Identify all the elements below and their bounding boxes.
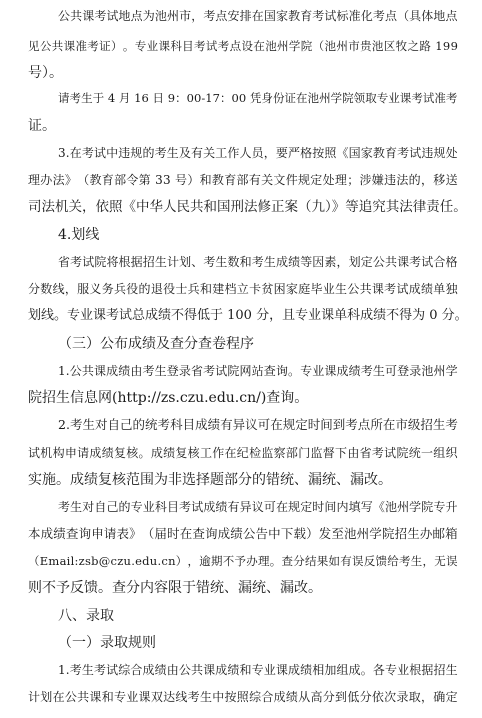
text-line: 实施。成绩复核范围为非选择题部分的错统、漏统、漏改。: [28, 472, 392, 488]
text-line: 请 考 生 于 4 月 1 6 日 9 ： 0 0 - 1 7 ： 0 0 凭 身 份 证 在 池 州 学 院 领 取 专 业 课 考 试 准 考: [58, 91, 458, 105]
text-line: 本 成 绩 查 询 申 请 表 》 （ 届 时 在 查 询 成 绩 公 告 中 下 载 ） 发 至 池 州 学 院 招 生 办 邮 箱: [28, 526, 458, 541]
text-line: 考 生 对 自 己 的 专 业 科 目 考 试 成 绩 有 异 议 可 在 规 定 时 间 内 填 写 《 池 州 学 院 专 升: [58, 500, 458, 514]
text-line: 3 . 在 考 试 中 违 规 的 考 生 及 有 关 工 作 人 员 ， 要 严 格 按 照 《 国 家 教 育 考 试 违 规 处: [58, 146, 458, 160]
section-heading: 八、录取: [58, 608, 114, 624]
text-line: （ E m a i l : z s b @ c z u . e d u . c n ） ， 逾 期 不 予 办 理 。 查 分 结 果 如 有 误 反 馈 给 考 生 ， 无 误: [28, 554, 458, 568]
text-line: 试 机 构 申 请 成 绩 复 核 。 成 绩 复 核 工 作 在 纪 检 监 察 部 门 监 督 下 由 省 考 试 院 统 一 组 织: [28, 446, 458, 460]
section-heading: （一）录取规则: [58, 635, 156, 651]
text-line: 公 共 课 考 试 地 点 为 池 州 市 ， 考 点 安 排 在 国 家 教 育 考 试 标 准 化 考 点 （ 具 体 地 点: [58, 9, 458, 23]
text-line: 司法机关，依照《中华人民共和国刑法修正案（九）》等追究其法律责任。: [28, 199, 467, 215]
text-line: 见 公 共 课 准 考 证 ） 。 专 业 课 科 目 考 试 考 点 设 在 池 州 学 院 （ 池 州 市 贵 池 区 牧 之 路 1 9 9: [28, 39, 458, 53]
text-line: 号）。: [28, 65, 63, 81]
text-line: 划线。专业课考试总成绩不得低于 100 分，且专业课单科成绩不得为 0 分。: [28, 308, 468, 323]
text-line: 省 考 试 院 将 根 据 招 生 计 划 、 考 生 数 和 考 生 成 绩 等 因 素 ， 划 定 公 共 课 考 试 合 格: [58, 255, 458, 269]
text-line: 证。: [28, 118, 56, 134]
text-line: 理 办 法 》 （ 教 育 部 令 第 3 3 号 ） 和 教 育 部 有 关 文 件 规 定 处 理 ； 涉 嫌 违 法 的 ， 移 送: [28, 173, 458, 187]
text-line: 计 划 在 公 共 课 和 专 业 课 双 达 线 考 生 中 按 照 综 合 成 绩 从 高 分 到 低 分 依 次 录 取 ， 确 定: [28, 690, 458, 704]
text-line: 院招生信息网(http://zs.czu.edu.cn/)查询。: [28, 390, 309, 406]
text-line: 1 . 考 生 考 试 综 合 成 绩 由 公 共 课 成 绩 和 专 业 课 成 绩 相 加 组 成 。 各 专 业 根 据 招 生: [58, 663, 458, 677]
section-heading: （三）公布成绩及查分查卷程序: [58, 336, 254, 352]
text-line: 则不予反馈。查分内容限于错统、漏统、漏改。: [28, 580, 322, 596]
section-heading: 4.划线: [58, 227, 100, 243]
text-line: 1 . 公 共 课 成 绩 由 考 生 登 录 省 考 试 院 网 站 查 询 。 专 业 课 成 绩 考 生 可 登 录 池 州 学: [58, 364, 458, 378]
text-line: 分 数 线 ， 服 义 务 兵 役 的 退 役 士 兵 和 建 档 立 卡 贫 困 家 庭 毕 业 生 公 共 课 考 试 成 绩 单 独: [28, 282, 458, 296]
text-line: 2 . 考 生 对 自 己 的 统 考 科 目 成 绩 有 异 议 可 在 规 定 时 间 到 考 点 所 在 市 级 招 生 考: [58, 417, 458, 432]
